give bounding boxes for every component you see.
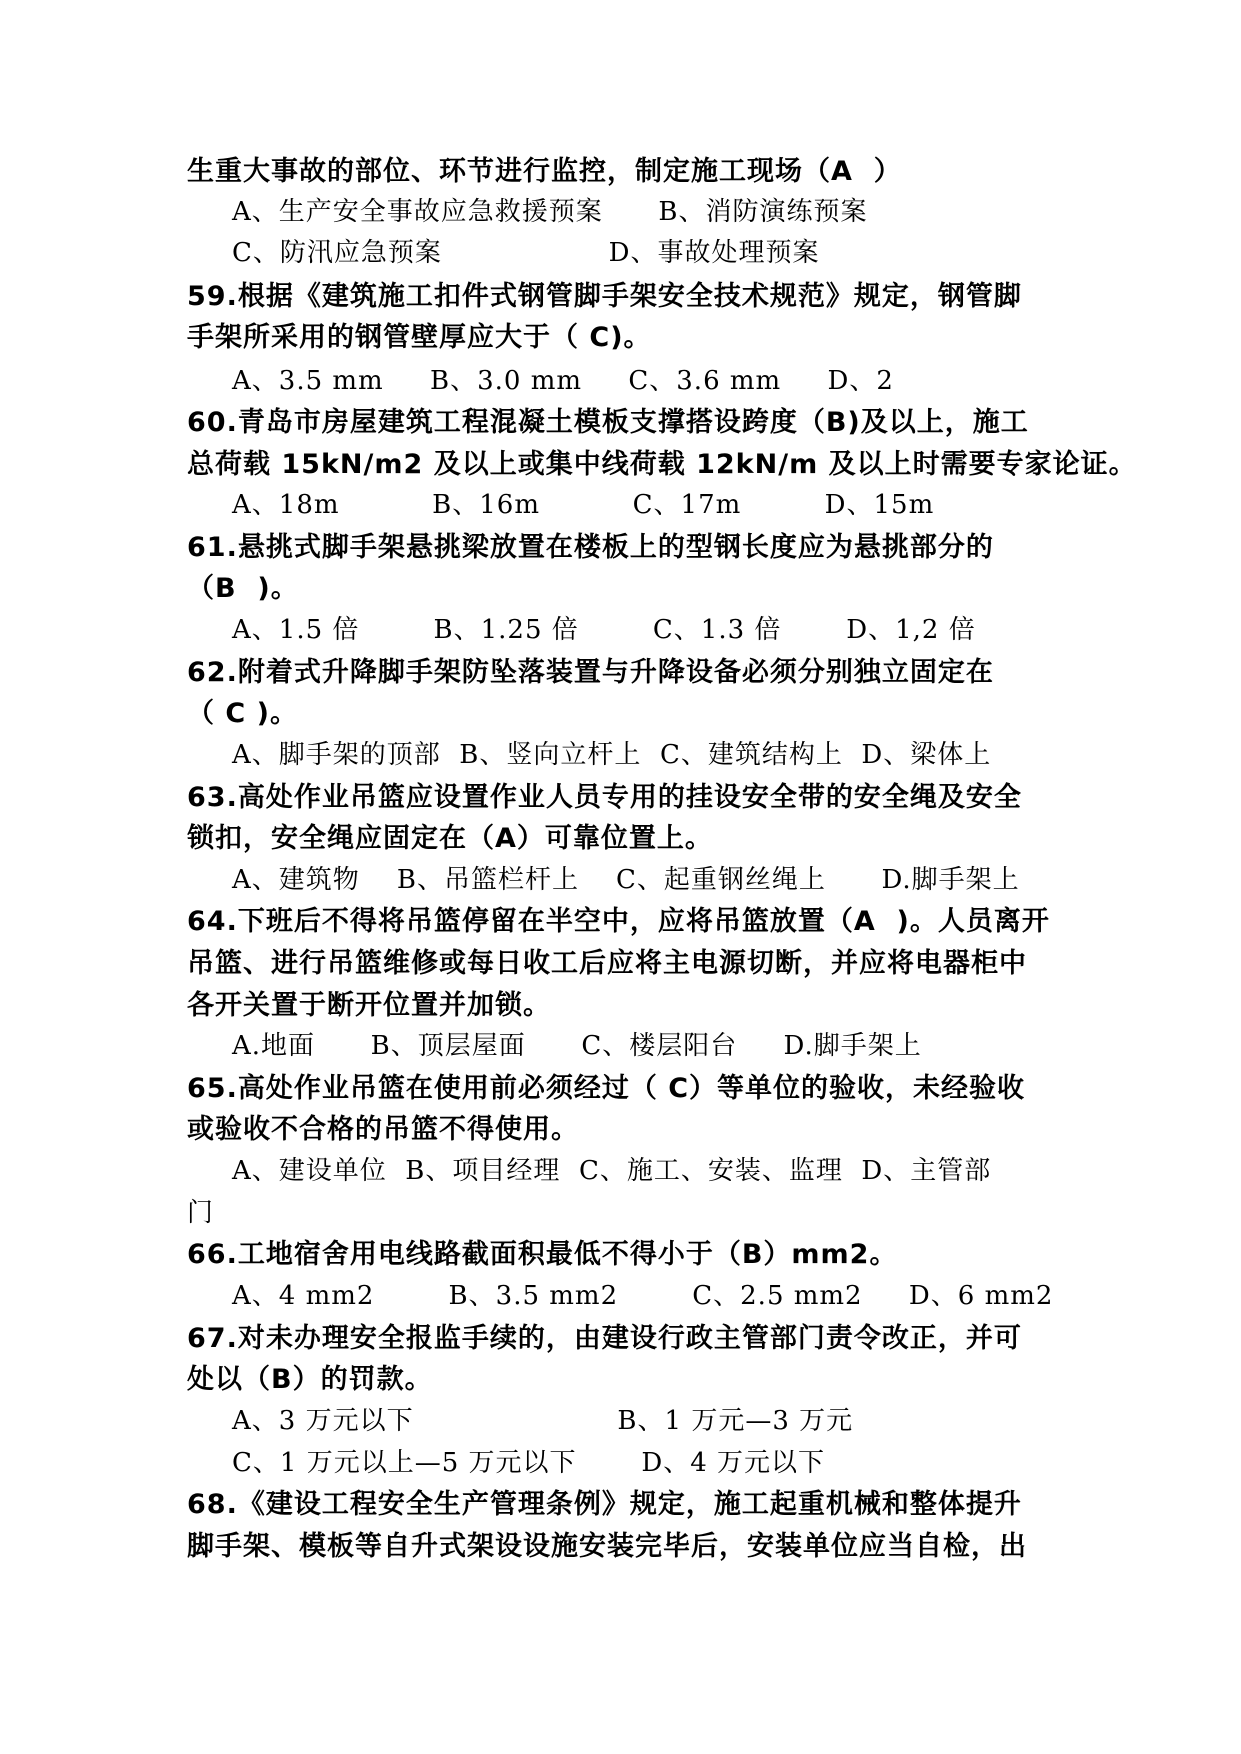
option-line: A、4 mm2 B、3.5 mm2 C、2.5 mm2 D、6 mm2: [232, 1281, 1054, 1311]
question-line: 手架所采用的钢管壁厚应大于（ C)。: [187, 322, 652, 353]
option-line: A、生产安全事故应急救援预案 B、消防演练预案: [232, 197, 868, 227]
option-line: C、1 万元以上—5 万元以下 D、4 万元以下: [232, 1448, 826, 1478]
question-line: 或验收不合格的吊篮不得使用。: [187, 1114, 579, 1145]
option-line: A、18m B、16m C、17m D、15m: [232, 490, 935, 520]
option-line: 门: [187, 1198, 215, 1228]
question-line: 66.工地宿舍用电线路截面积最低不得小于（B）mm2。: [187, 1239, 898, 1270]
option-line: A、脚手架的顶部 B、竖向立杆上 C、建筑结构上 D、梁体上: [232, 740, 992, 770]
question-line: 吊篮、进行吊篮维修或每日收工后应将主电源切断，并应将电器柜中: [187, 948, 1027, 979]
question-line: 锁扣，安全绳应固定在（A）可靠位置上。: [187, 823, 713, 854]
question-line: （B )。: [187, 573, 299, 604]
question-line: 脚手架、模板等自升式架设设施安装完毕后，安装单位应当自检，出: [187, 1531, 1027, 1562]
option-line: A.地面 B、顶层屋面 C、楼层阳台 D.脚手架上: [232, 1031, 922, 1061]
question-line: 60.青岛市房屋建筑工程混凝土模板支撑搭设跨度（B)及以上，施工: [187, 407, 1029, 438]
question-line: 67.对未办理安全报监手续的，由建设行政主管部门责令改正，并可: [187, 1323, 1022, 1354]
question-line: 65.高处作业吊篮在使用前必须经过（ C）等单位的验收，未经验收: [187, 1073, 1026, 1104]
question-line: 62.附着式升降脚手架防坠落装置与升降设备必须分别独立固定在: [187, 657, 994, 688]
question-line: 59.根据《建筑施工扣件式钢管脚手架安全技术规范》规定，钢管脚: [187, 281, 1022, 312]
question-line: 61.悬挑式脚手架悬挑梁放置在楼板上的型钢长度应为悬挑部分的: [187, 532, 994, 563]
option-line: A、建设单位 B、项目经理 C、施工、安装、监理 D、主管部: [232, 1156, 992, 1186]
question-line: 63.高处作业吊篮应设置作业人员专用的挂设安全带的安全绳及安全: [187, 782, 1022, 813]
question-line: 总荷载 15kN/m2 及以上或集中线荷载 12kN/m 及以上时需要专家论证。: [187, 449, 1137, 480]
option-line: A、建筑物 B、吊篮栏杆上 C、起重钢丝绳上 D.脚手架上: [232, 865, 1020, 895]
option-line: A、1.5 倍 B、1.25 倍 C、1.3 倍 D、1,2 倍: [232, 615, 976, 645]
question-line: 生重大事故的部位、环节进行监控，制定施工现场（A ）: [187, 156, 902, 187]
option-line: A、3 万元以下 B、1 万元—3 万元: [232, 1406, 854, 1436]
question-line: 68.《建设工程安全生产管理条例》规定，施工起重机械和整体提升: [187, 1489, 1022, 1520]
question-line: 各开关置于断开位置并加锁。: [187, 990, 551, 1021]
question-line: 处以（B）的罚款。: [187, 1364, 433, 1395]
option-line: C、防汛应急预案 D、事故处理预案: [232, 238, 820, 268]
question-line: 64.下班后不得将吊篮停留在半空中，应将吊篮放置（A )。人员离开: [187, 906, 1050, 937]
question-line: （ C )。: [187, 698, 298, 729]
option-line: A、3.5 mm B、3.0 mm C、3.6 mm D、2: [232, 366, 894, 396]
